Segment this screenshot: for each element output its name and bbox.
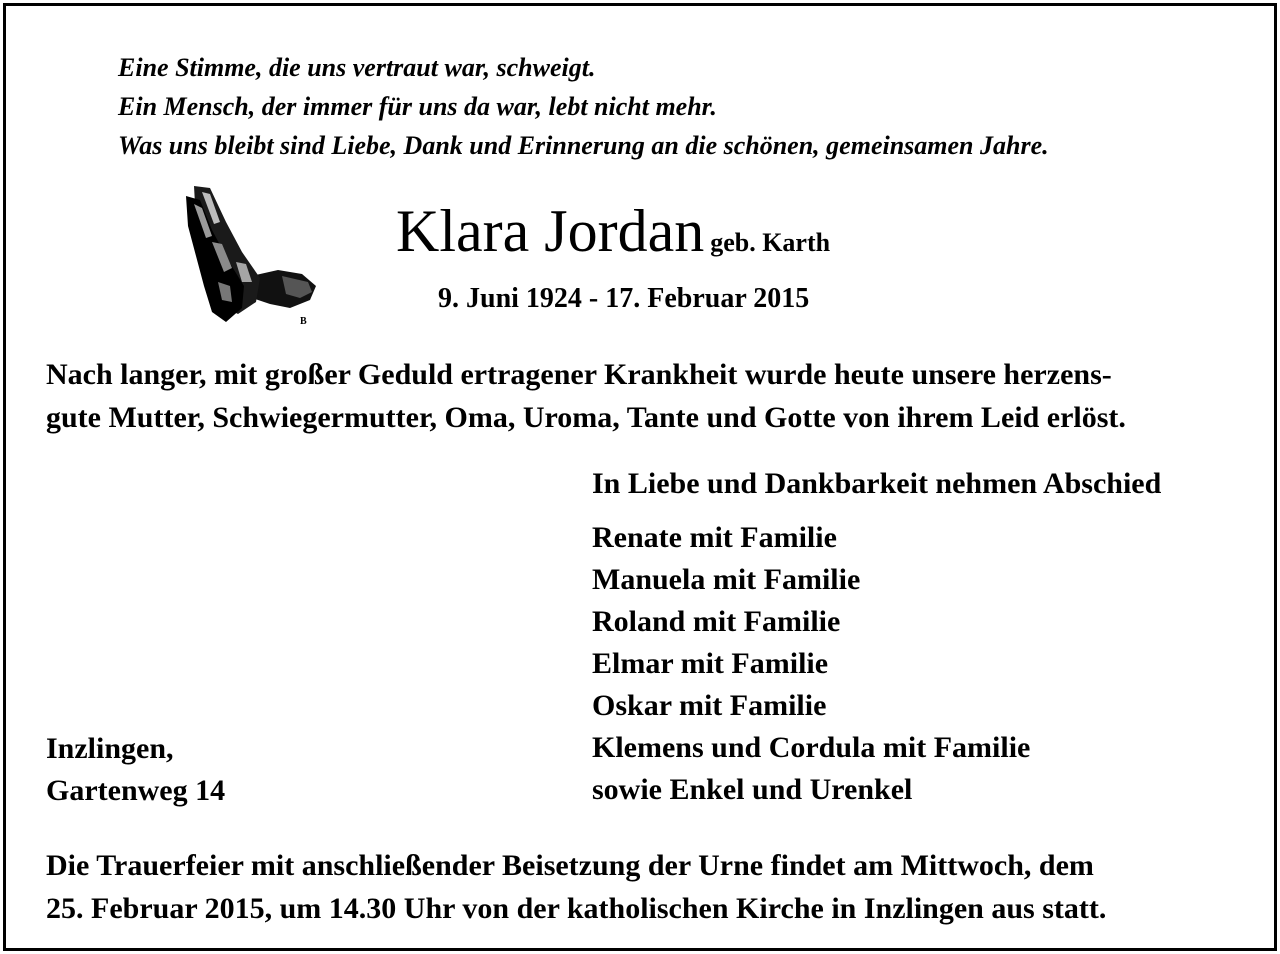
- poem-line: Ein Mensch, der immer für uns da war, lebt nicht mehr.: [118, 92, 717, 121]
- poem: [118, 48, 1049, 165]
- praying-hands-icon: [182, 182, 322, 330]
- address-line: Inzlingen,: [46, 732, 174, 765]
- funeral-line: 25. Februar 2015, um 14.30 Uhr von der katholischen Kirche in Inzlingen aus statt.: [46, 892, 1107, 925]
- address: [46, 728, 225, 812]
- address-line: Gartenweg 14: [46, 774, 226, 807]
- mourners-list: [592, 517, 1030, 811]
- mourner: Renate mit Familie: [592, 521, 837, 554]
- svg-text:B: B: [300, 316, 307, 327]
- funeral-line: Die Trauerfeier mit anschließender Beisetzung der Urne findet am Mittwoch, dem: [46, 849, 1094, 882]
- poem-line: Was uns bleibt sind Liebe, Dank und Erinnerung an die schönen, gemeinsamen Jahre.: [118, 131, 1049, 160]
- birth-name: geb. Karth: [710, 228, 831, 257]
- intro-line: gute Mutter, Schwiegermutter, Oma, Uroma, Tante und Gotte von ihrem Leid erlöst.: [46, 401, 1126, 434]
- mourner: Manuela mit Familie: [592, 563, 861, 596]
- intro-line: Nach langer, mit großer Geduld ertragener Krankheit wurde heute unsere herzens-: [46, 358, 1112, 391]
- obituary-frame: [3, 3, 1277, 951]
- mourner: Oskar mit Familie: [592, 689, 827, 722]
- poem-line: Eine Stimme, die uns vertraut war, schweigt.: [118, 53, 596, 82]
- deceased-name-line: [396, 196, 830, 266]
- life-dates: 9. Juni 1924 - 17. Februar 2015: [438, 283, 810, 314]
- mourner: Klemens und Cordula mit Familie: [592, 731, 1031, 764]
- mourner: sowie Enkel und Urenkel: [592, 773, 913, 806]
- deceased-name: Klara Jordan: [396, 198, 705, 264]
- mourner: Elmar mit Familie: [592, 647, 829, 680]
- farewell-line: In Liebe und Dankbarkeit nehmen Abschied: [592, 467, 1162, 500]
- intro-text: [46, 353, 1126, 439]
- mourner: Roland mit Familie: [592, 605, 841, 638]
- funeral-text: [46, 844, 1106, 930]
